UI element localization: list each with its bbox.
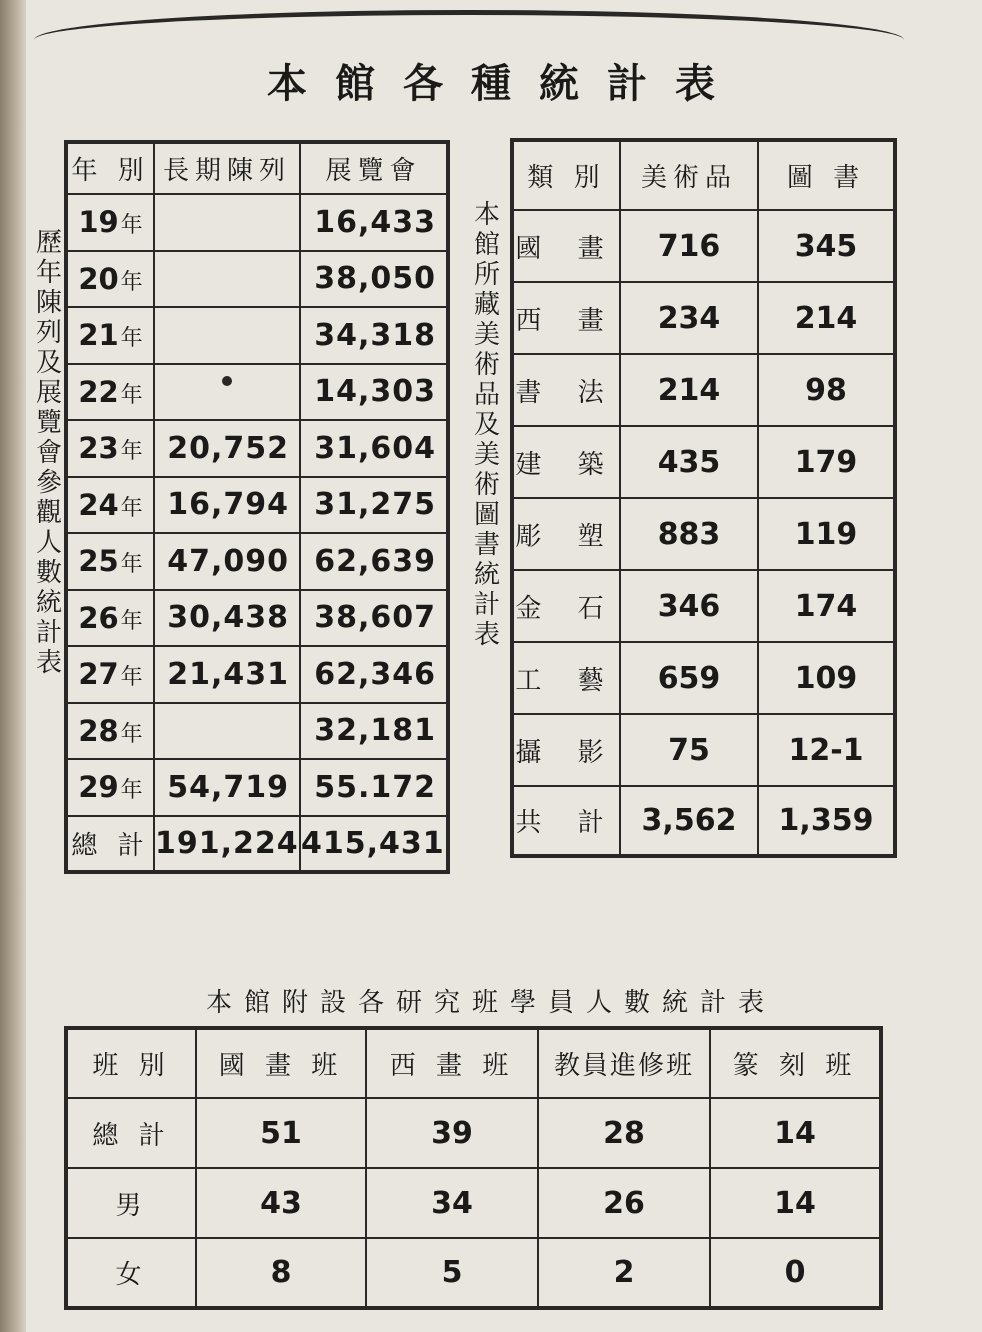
long-term-count: 20,752 <box>154 420 300 477</box>
visitors-table <box>64 140 450 874</box>
books-count: 214 <box>758 282 895 354</box>
header-class-type: 班 別 <box>66 1028 196 1098</box>
year-cell <box>66 590 154 647</box>
year-unit: 年 <box>120 382 143 408</box>
collection-header-row <box>512 140 895 210</box>
category-name: 彫 塑 <box>512 498 620 570</box>
header-art: 美術品 <box>620 140 758 210</box>
year-cell <box>66 646 154 703</box>
table-row <box>66 420 448 477</box>
year-cell <box>66 307 154 364</box>
year-number: 20 <box>78 261 119 296</box>
year-unit: 年 <box>120 326 143 352</box>
year-number: 24 <box>78 487 119 522</box>
category-name: 工 藝 <box>512 642 620 714</box>
table-row <box>66 1168 881 1238</box>
books-total: 1,359 <box>758 786 895 856</box>
exhibition-count: 55.172 <box>300 759 448 816</box>
student-count: 8 <box>196 1238 366 1308</box>
year-cell <box>66 759 154 816</box>
year-cell <box>66 364 154 421</box>
long-term-count: 30,438 <box>154 590 300 647</box>
art-count: 234 <box>620 282 758 354</box>
student-count: 14 <box>710 1098 881 1168</box>
table-row <box>512 570 895 642</box>
category-name: 國 畫 <box>512 210 620 282</box>
year-unit: 年 <box>120 608 143 634</box>
collection-table <box>510 138 897 858</box>
student-count: 51 <box>196 1098 366 1168</box>
classes-table <box>64 1026 883 1310</box>
table-row <box>512 210 895 282</box>
row-label: 總 計 <box>66 1098 196 1168</box>
books-count: 174 <box>758 570 895 642</box>
year-cell <box>66 420 154 477</box>
year-cell <box>66 251 154 308</box>
long-term-count <box>154 194 300 251</box>
exhibition-count: 32,181 <box>300 703 448 760</box>
table-row <box>512 282 895 354</box>
exhibition-count: 34,318 <box>300 307 448 364</box>
art-count: 435 <box>620 426 758 498</box>
category-name: 西 畫 <box>512 282 620 354</box>
books-count: 109 <box>758 642 895 714</box>
year-number: 19 <box>78 205 119 240</box>
exhibition-total: 415,431 <box>300 816 448 872</box>
long-term-count: 54,719 <box>154 759 300 816</box>
table-row <box>66 307 448 364</box>
table-row <box>66 759 448 816</box>
year-unit: 年 <box>120 495 143 521</box>
year-unit: 年 <box>120 778 143 804</box>
student-count: 34 <box>366 1168 538 1238</box>
visitors-table-side-label: 歷年陳列及展覽會參觀人數統計表 <box>35 228 62 678</box>
exhibition-count: 31,604 <box>300 420 448 477</box>
table-row <box>512 426 895 498</box>
table-row <box>66 703 448 760</box>
table-row <box>66 1098 881 1168</box>
student-count: 14 <box>710 1168 881 1238</box>
long-term-count: 16,794 <box>154 477 300 534</box>
category-name: 攝 影 <box>512 714 620 786</box>
classes-header-row <box>66 1028 881 1098</box>
header-exhibition: 展覽會 <box>300 142 448 194</box>
category-name: 書 法 <box>512 354 620 426</box>
row-label: 女 <box>66 1238 196 1308</box>
table-row <box>512 498 895 570</box>
total-row <box>512 786 895 856</box>
art-count: 883 <box>620 498 758 570</box>
table-row <box>66 194 448 251</box>
exhibition-count: 62,346 <box>300 646 448 703</box>
art-count: 659 <box>620 642 758 714</box>
year-unit: 年 <box>120 721 143 747</box>
table-row <box>512 354 895 426</box>
year-number: 21 <box>78 318 119 353</box>
classes-table-title: 本館附設各研究班學員人數統計表 <box>205 988 776 1018</box>
year-unit: 年 <box>120 213 143 239</box>
table-row <box>66 477 448 534</box>
table-row <box>512 714 895 786</box>
year-cell <box>66 703 154 760</box>
header-long-term: 長期陳列 <box>154 142 300 194</box>
header-seal-carving-class: 篆 刻 班 <box>710 1028 881 1098</box>
year-cell <box>66 533 154 590</box>
year-number: 28 <box>78 713 119 748</box>
student-count: 26 <box>538 1168 710 1238</box>
year-unit: 年 <box>120 269 143 295</box>
year-number: 27 <box>78 657 119 692</box>
year-unit: 年 <box>120 439 143 465</box>
books-count: 345 <box>758 210 895 282</box>
book-spine-edge <box>0 0 26 1332</box>
art-total: 3,562 <box>620 786 758 856</box>
year-number: 29 <box>78 770 119 805</box>
long-term-count: 47,090 <box>154 533 300 590</box>
page-title: 本館各種統計表 <box>267 61 743 107</box>
exhibition-count: 38,607 <box>300 590 448 647</box>
year-number: 23 <box>78 431 119 466</box>
header-western-painting-class: 西 畫 班 <box>366 1028 538 1098</box>
books-count: 98 <box>758 354 895 426</box>
collection-table-side-label: 本館所藏美術品及美術圖書統計表 <box>473 200 500 650</box>
header-rule <box>34 10 904 55</box>
art-count: 75 <box>620 714 758 786</box>
art-count: 214 <box>620 354 758 426</box>
student-count: 2 <box>538 1238 710 1308</box>
year-number: 25 <box>78 544 119 579</box>
category-name: 金 石 <box>512 570 620 642</box>
table-row <box>66 646 448 703</box>
books-count: 119 <box>758 498 895 570</box>
total-row <box>66 816 448 872</box>
year-number: 26 <box>78 600 119 635</box>
long-term-count <box>154 364 300 421</box>
student-count: 28 <box>538 1098 710 1168</box>
year-unit: 年 <box>120 665 143 691</box>
table-row <box>66 364 448 421</box>
table-row <box>512 642 895 714</box>
art-count: 346 <box>620 570 758 642</box>
books-count: 179 <box>758 426 895 498</box>
table-row <box>66 533 448 590</box>
table-row <box>66 251 448 308</box>
long-term-count <box>154 703 300 760</box>
student-count: 0 <box>710 1238 881 1308</box>
ink-smudge <box>222 376 232 386</box>
long-term-count <box>154 307 300 364</box>
exhibition-count: 31,275 <box>300 477 448 534</box>
exhibition-count: 38,050 <box>300 251 448 308</box>
year-unit: 年 <box>120 552 143 578</box>
long-term-total: 191,224 <box>154 816 300 872</box>
long-term-count: 21,431 <box>154 646 300 703</box>
books-count: 12-1 <box>758 714 895 786</box>
row-label: 男 <box>66 1168 196 1238</box>
visitors-header-row <box>66 142 448 194</box>
student-count: 39 <box>366 1098 538 1168</box>
header-teacher-training-class: 教員進修班 <box>538 1028 710 1098</box>
header-chinese-painting-class: 國 畫 班 <box>196 1028 366 1098</box>
category-name: 建 築 <box>512 426 620 498</box>
student-count: 5 <box>366 1238 538 1308</box>
exhibition-count: 62,639 <box>300 533 448 590</box>
header-books: 圖 書 <box>758 140 895 210</box>
total-label: 共 計 <box>512 786 620 856</box>
student-count: 43 <box>196 1168 366 1238</box>
year-cell <box>66 477 154 534</box>
art-count: 716 <box>620 210 758 282</box>
total-label: 總 計 <box>66 816 154 872</box>
header-category: 類 別 <box>512 140 620 210</box>
table-row <box>66 590 448 647</box>
year-cell <box>66 194 154 251</box>
exhibition-count: 16,433 <box>300 194 448 251</box>
header-year: 年 別 <box>66 142 154 194</box>
long-term-count <box>154 251 300 308</box>
exhibition-count: 14,303 <box>300 364 448 421</box>
table-row <box>66 1238 881 1308</box>
year-number: 22 <box>78 374 119 409</box>
